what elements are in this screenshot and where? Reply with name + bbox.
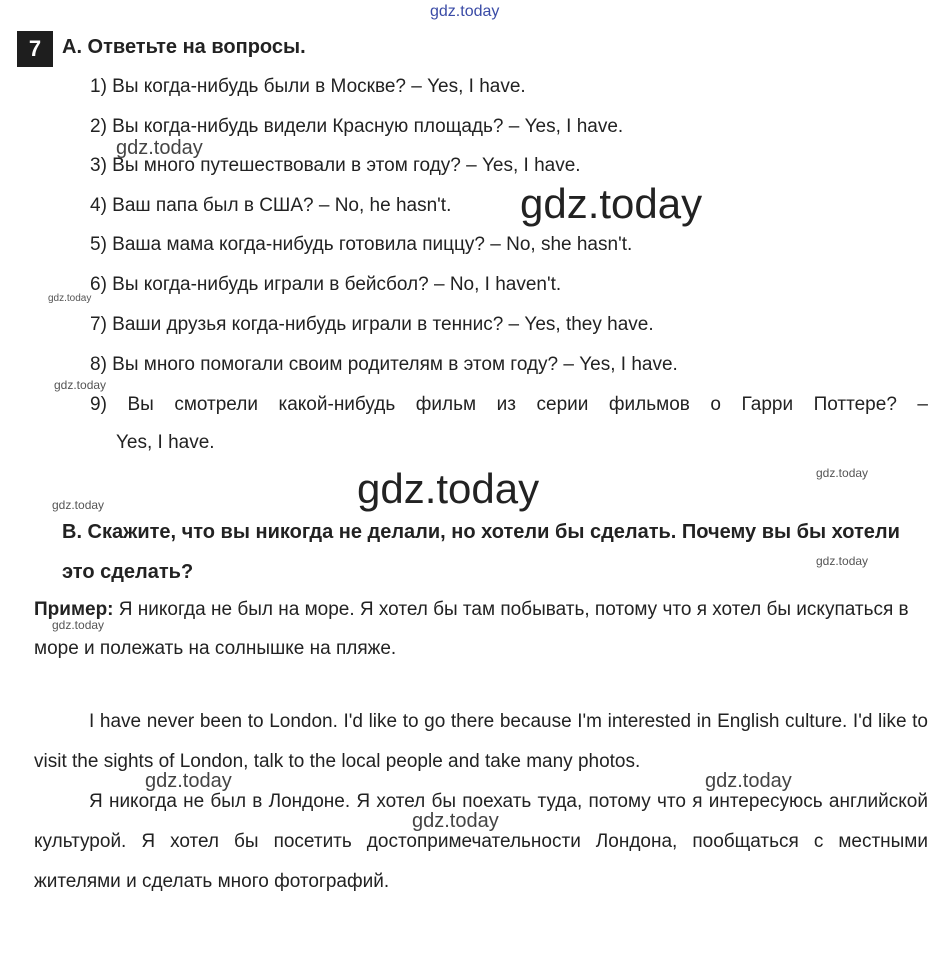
- watermark: gdz.today: [116, 137, 203, 159]
- watermark-top: gdz.today: [430, 3, 500, 20]
- section-b-title: B. Скажите, что вы никогда не делали, но хотели бы сделать. Почему вы бы хотели это сделать?: [62, 521, 900, 583]
- section-a-title: A. Ответьте на вопросы.: [62, 36, 306, 58]
- answer-8: 8) Вы много помогали своим родителям в этом году? – Yes, I have.: [90, 354, 678, 375]
- watermark: gdz.today: [145, 770, 232, 792]
- answer-5: 5) Ваша мама когда-нибудь готовила пиццу? – No, she hasn't.: [90, 234, 633, 255]
- answer-9: 9) Вы смотрели какой-нибудь фильм из серии фильмов о Гарри Поттере? –: [90, 394, 928, 415]
- watermark: gdz.today: [412, 810, 499, 832]
- answer-3: 3) Вы много путешествовали в этом году? – Yes, I have.: [90, 155, 581, 176]
- russian-paragraph: Я никогда не был в Лондоне. Я хотел бы поехать туда, потому что я интересуюсь английской культурой. Я хотел бы посетить достопримечательности Лондона, пообщаться с местными жителями и сделать много фотографий.: [34, 791, 928, 892]
- example-label: Пример:: [34, 599, 114, 620]
- watermark: gdz.today: [816, 466, 869, 480]
- answer-6: 6) Вы когда-нибудь играли в бейсбол? – No, I haven't.: [90, 274, 562, 295]
- answer-2: 2) Вы когда-нибудь видели Красную площадь? – Yes, I have.: [90, 116, 624, 137]
- watermark: gdz.today: [54, 378, 107, 392]
- answer-4: 4) Ваш папа был в США? – No, he hasn't.: [90, 195, 452, 216]
- watermark: gdz.today: [48, 293, 92, 304]
- watermark: gdz.today: [52, 498, 105, 512]
- answer-9-continuation: Yes, I have.: [116, 432, 215, 453]
- answer-7: 7) Ваши друзья когда-нибудь играли в теннис? – Yes, they have.: [90, 314, 654, 335]
- example-block: [34, 590, 928, 668]
- english-paragraph: I have never been to London. I'd like to go there because I'm interested in English culture. I'd like to visit the sights of London, talk to the local people and take many photos.: [34, 711, 928, 772]
- exercise-number-badge: 7: [17, 31, 53, 67]
- watermark: gdz.today: [357, 465, 540, 512]
- watermark: gdz.today: [520, 180, 703, 227]
- watermark: gdz.today: [705, 770, 792, 792]
- answer-1: 1) Вы когда-нибудь были в Москве? – Yes, I have.: [90, 76, 526, 97]
- example-text: Я никогда не был на море. Я хотел бы там побывать, потому что я хотел бы искупаться в море и полежать на солнышке на пляже.: [34, 599, 909, 659]
- watermark: gdz.today: [52, 618, 105, 632]
- watermark: gdz.today: [816, 554, 869, 568]
